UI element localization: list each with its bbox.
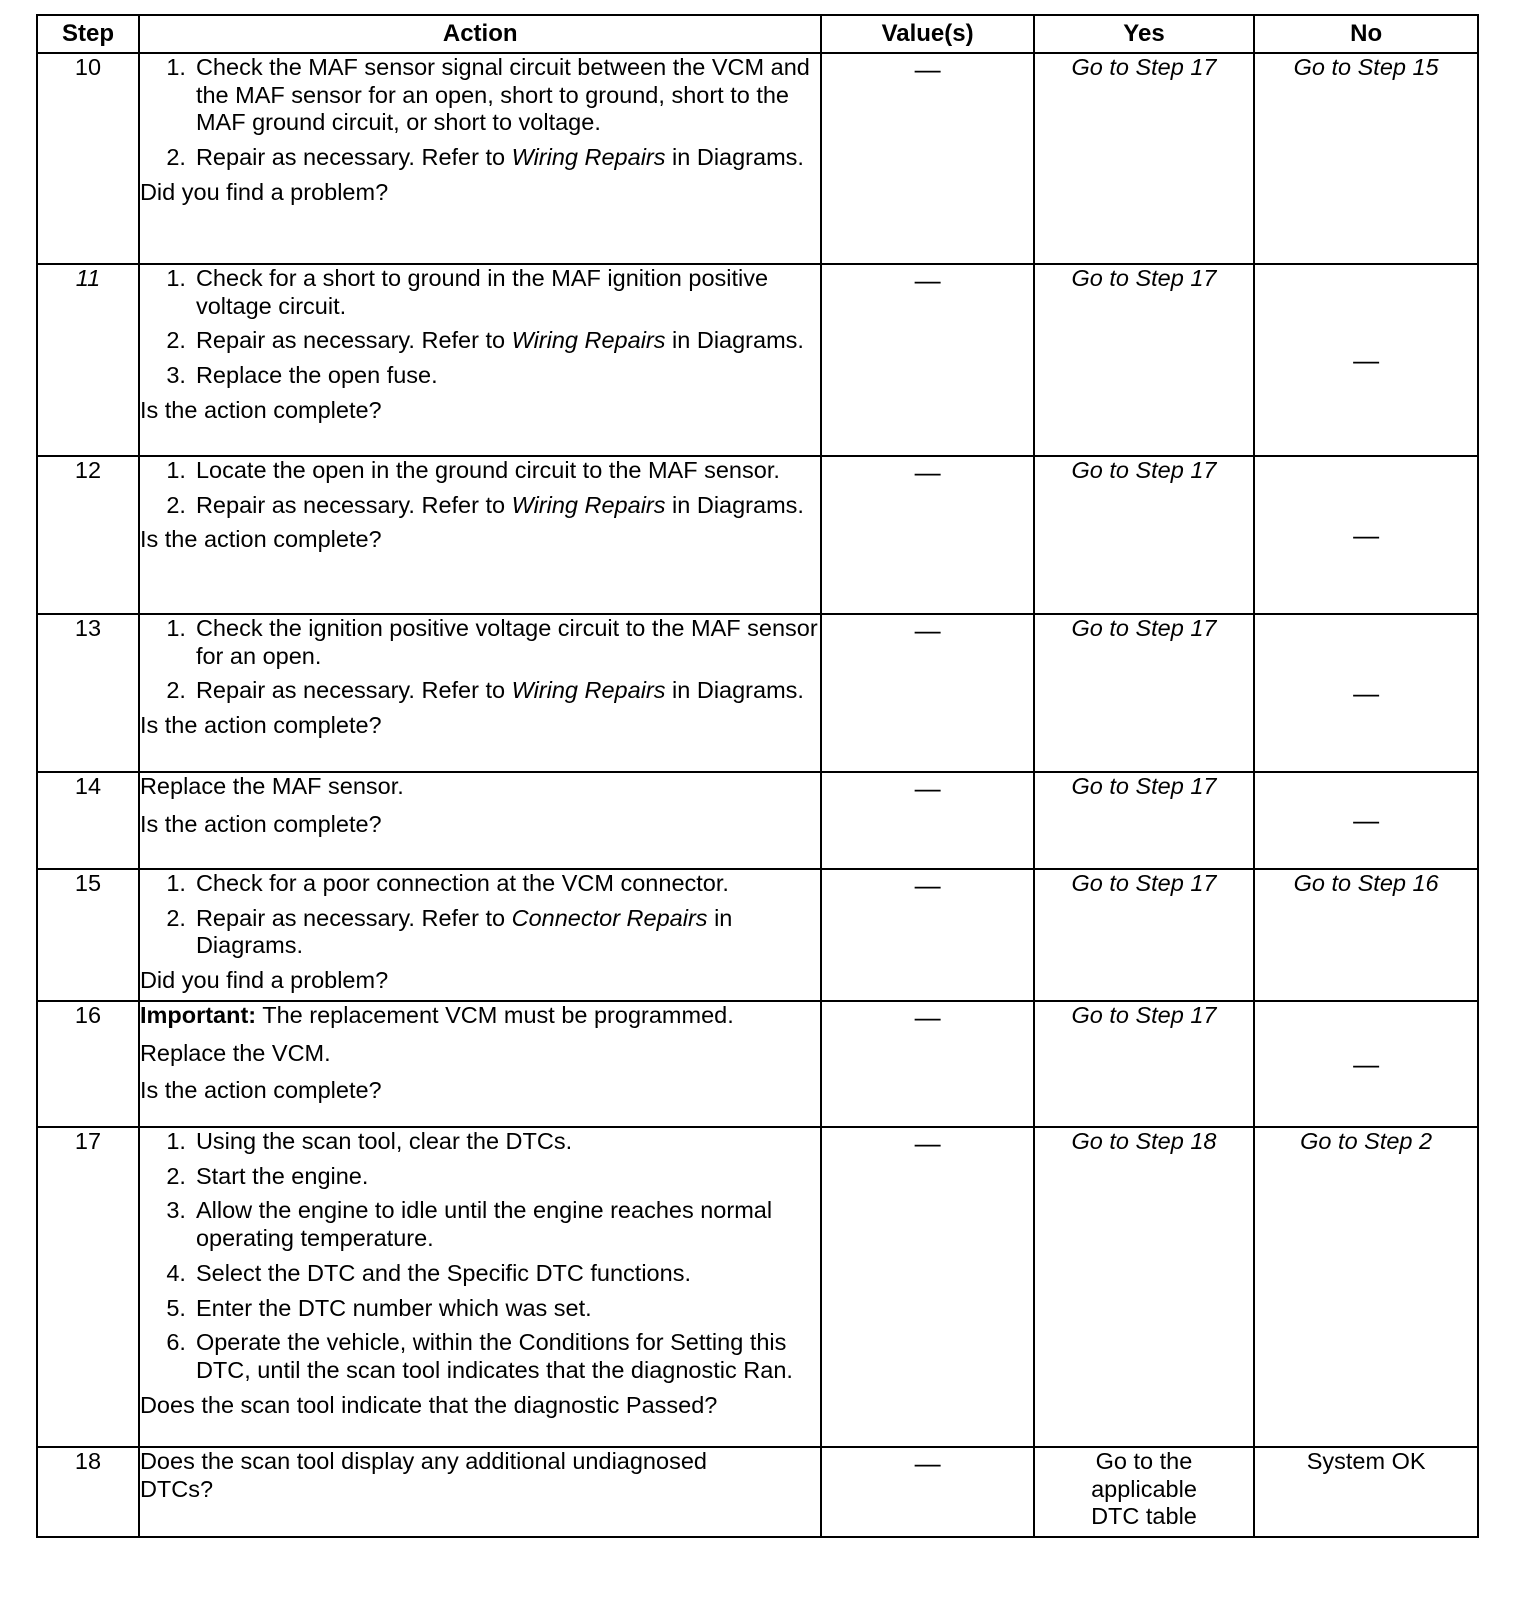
- value-cell: —: [821, 869, 1033, 1001]
- list-item: 1. Check for a short to ground in the MAF ignition positive voltage circuit.: [166, 265, 769, 319]
- action-list: [140, 1128, 821, 1385]
- yes-cell: Go to Step 17: [1034, 772, 1255, 869]
- no-cell: —: [1254, 614, 1478, 772]
- action-question: Is the action complete?: [139, 1077, 382, 1104]
- column-header-values: Value(s): [821, 15, 1033, 53]
- action-text: Replace the MAF sensor.: [139, 773, 404, 799]
- yes-cell: Go to Step 17: [1034, 264, 1255, 456]
- action-cell: [139, 456, 822, 614]
- value-cell: —: [821, 614, 1033, 772]
- action-text: Replace the VCM.: [139, 1039, 331, 1066]
- important-label: Important:: [139, 1002, 257, 1028]
- action-question: Is the action complete?: [139, 526, 382, 553]
- value-cell: —: [821, 456, 1033, 614]
- yes-cell: Go to Step 17: [1034, 869, 1255, 1001]
- list-item: 2. Repair as necessary. Refer to Wiring Repairs in Diagrams.: [166, 144, 804, 171]
- column-header-yes: Yes: [1034, 15, 1255, 53]
- table-row-step-10: [37, 53, 1478, 264]
- table-row-step-11: [37, 264, 1478, 456]
- table-row-step-14: [37, 772, 1478, 869]
- action-question: Does the scan tool display any additional undiagnosed DTCs?: [139, 1448, 707, 1502]
- step-number: 12: [37, 456, 139, 614]
- no-cell: Go to Step 2: [1254, 1127, 1478, 1447]
- list-item: 1. Check for a poor connection at the VCM connector.: [166, 870, 729, 896]
- step-number: 16: [37, 1001, 139, 1127]
- action-list: [140, 265, 821, 390]
- action-question: Is the action complete?: [139, 396, 382, 423]
- list-item: 2. Repair as necessary. Refer to Wiring Repairs in Diagrams.: [166, 677, 804, 704]
- list-item: 1. Check the MAF sensor signal circuit between the VCM and the MAF sensor for an open, short to ground, short to the MAF ground circuit, or short to voltage.: [166, 54, 810, 136]
- list-item: 1. Using the scan tool, clear the DTCs.: [166, 1128, 573, 1154]
- action-list: [140, 54, 821, 172]
- value-cell: —: [821, 1447, 1033, 1537]
- page: [36, 14, 1479, 1538]
- table-row-step-15: [37, 869, 1478, 1001]
- list-item: 3. Allow the engine to idle until the engine reaches normal operating temperature.: [166, 1197, 773, 1252]
- value-cell: —: [821, 53, 1033, 264]
- action-question: Did you find a problem?: [139, 178, 389, 205]
- list-item: 1. Check the ignition positive voltage circuit to the MAF sensor for an open.: [166, 615, 818, 669]
- action-cell: [139, 772, 822, 869]
- column-header-no: No: [1254, 15, 1478, 53]
- action-list: [140, 457, 821, 519]
- table-row-step-16: [37, 1001, 1478, 1127]
- step-number: 14: [37, 772, 139, 869]
- action-question: Is the action complete?: [139, 712, 382, 739]
- important-note: Important: The replacement VCM must be programmed.: [139, 1002, 734, 1028]
- action-cell: [139, 1447, 822, 1537]
- yes-cell: Go to Step 17: [1034, 456, 1255, 614]
- action-cell: [139, 614, 822, 772]
- action-cell: [139, 53, 822, 264]
- step-number: 18: [37, 1447, 139, 1537]
- step-number: 17: [37, 1127, 139, 1447]
- header-row: [37, 15, 1478, 53]
- list-item: 2. Repair as necessary. Refer to Connector Repairs in Diagrams.: [166, 904, 733, 959]
- action-cell: [139, 1127, 822, 1447]
- no-cell: System OK: [1254, 1447, 1478, 1537]
- no-cell: —: [1254, 456, 1478, 614]
- action-list: [140, 870, 821, 960]
- list-item: 5. Enter the DTC number which was set.: [166, 1294, 592, 1321]
- list-item: 4. Select the DTC and the Specific DTC functions.: [166, 1259, 691, 1286]
- list-item: 6. Operate the vehicle, within the Conditions for Setting this DTC, until the scan tool indicates that the diagnostic Ran.: [166, 1329, 793, 1384]
- table-row-step-13: [37, 614, 1478, 772]
- action-list: [140, 615, 821, 705]
- list-item: 3. Replace the open fuse.: [166, 362, 438, 389]
- step-number: 15: [37, 869, 139, 1001]
- column-header-action: Action: [139, 15, 822, 53]
- step-number: 10: [37, 53, 139, 264]
- value-cell: —: [821, 1001, 1033, 1127]
- no-cell: —: [1254, 772, 1478, 869]
- yes-cell: Go to Step 17: [1034, 1001, 1255, 1127]
- action-question: Does the scan tool indicate that the diagnostic Passed?: [139, 1391, 718, 1418]
- list-item: 2. Repair as necessary. Refer to Wiring Repairs in Diagrams.: [166, 491, 804, 518]
- no-cell: Go to Step 16: [1254, 869, 1478, 1001]
- diagnostic-table: [36, 14, 1479, 1538]
- step-number: 13: [37, 614, 139, 772]
- step-number: 11: [37, 264, 139, 456]
- column-header-step: Step: [37, 15, 139, 53]
- table-row-step-18: [37, 1447, 1478, 1537]
- table-row-step-12: [37, 456, 1478, 614]
- value-cell: —: [821, 772, 1033, 869]
- no-cell: Go to Step 15: [1254, 53, 1478, 264]
- action-question: Is the action complete?: [139, 810, 382, 837]
- action-cell: [139, 1001, 822, 1127]
- list-item: 2. Start the engine.: [166, 1162, 369, 1189]
- list-item: 1. Locate the open in the ground circuit to the MAF sensor.: [166, 457, 780, 483]
- table-row-step-17: [37, 1127, 1478, 1447]
- value-cell: —: [821, 1127, 1033, 1447]
- value-cell: —: [821, 264, 1033, 456]
- yes-cell: Go to Step 17: [1034, 614, 1255, 772]
- no-cell: —: [1254, 264, 1478, 456]
- yes-cell: Go to Step 18: [1034, 1127, 1255, 1447]
- no-cell: —: [1254, 1001, 1478, 1127]
- yes-cell: Go to the applicable DTC table: [1034, 1447, 1255, 1537]
- list-item: 2. Repair as necessary. Refer to Wiring Repairs in Diagrams.: [166, 327, 804, 354]
- yes-cell: Go to Step 17: [1034, 53, 1255, 264]
- action-cell: [139, 264, 822, 456]
- action-question: Did you find a problem?: [139, 967, 389, 994]
- action-cell: [139, 869, 822, 1001]
